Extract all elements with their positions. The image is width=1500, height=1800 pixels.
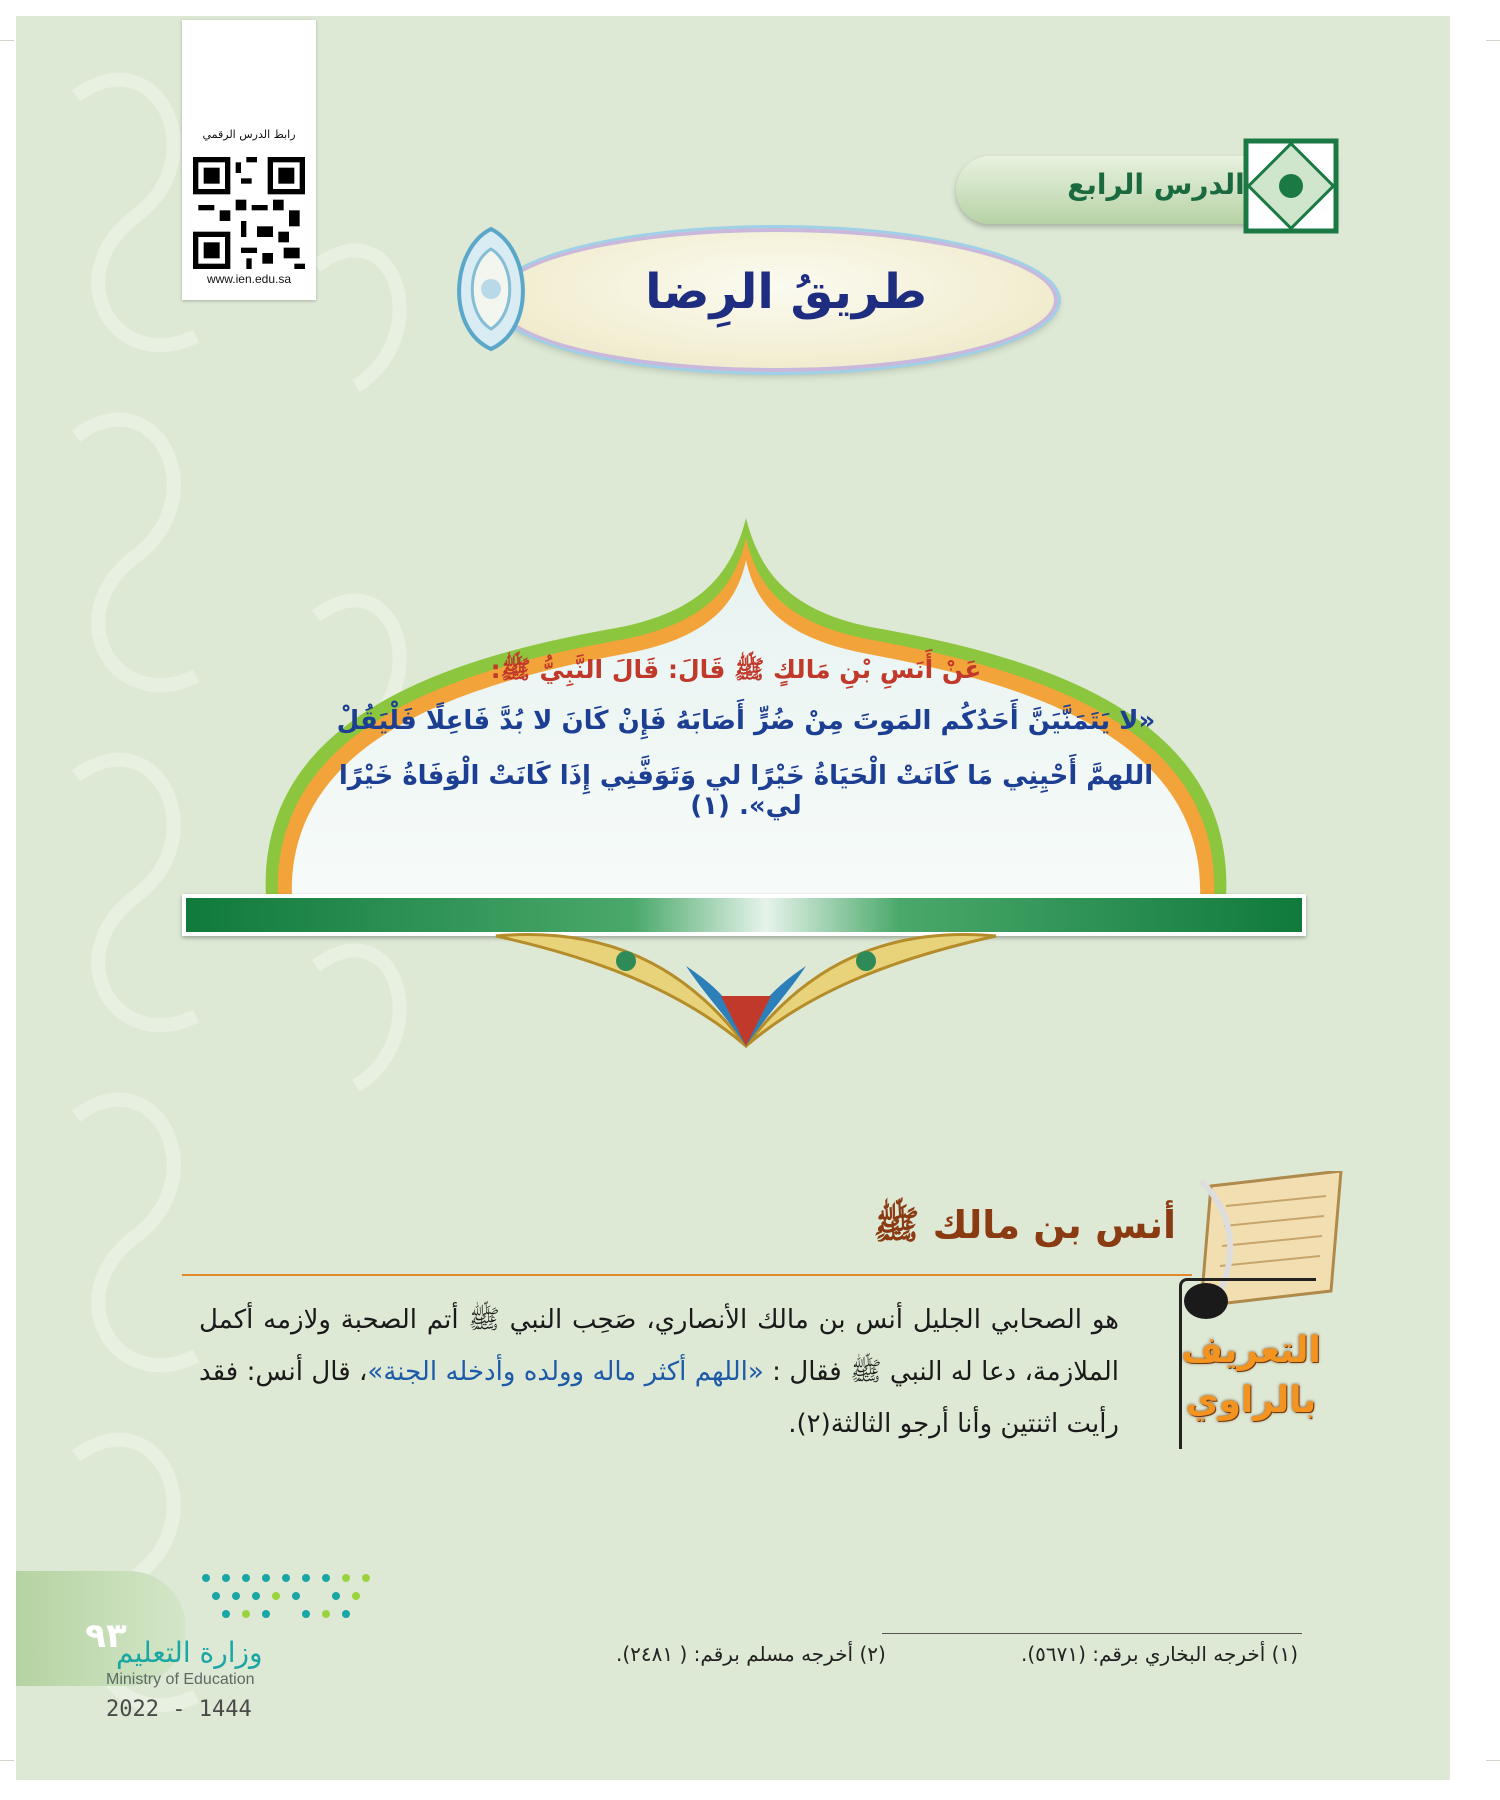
side-label-line-2: بالراوي	[1185, 1380, 1317, 1421]
crop-mark	[1486, 1760, 1500, 1761]
ministry-name-english: Ministry of Education	[106, 1671, 255, 1688]
qr-title: رابط الدرس الرقمي	[202, 128, 296, 141]
ministry-logo-icon	[196, 1568, 376, 1628]
narrator-biography	[199, 1294, 1119, 1450]
footnote-2: (٢) أخرجه مسلم برقم: ( ٢٤٨١).	[616, 1642, 886, 1666]
floral-ornament-icon	[486, 926, 1006, 1056]
footnote-1: (١) أخرجه البخاري برقم: (٥٦٧١).	[1021, 1642, 1298, 1666]
prophet-prayer-quote: «اللهم أكثر ماله وولده وأدخله الجنة»	[367, 1357, 764, 1387]
qr-code-icon[interactable]	[193, 157, 305, 269]
biography-text-end: ، قال أنس: فقد رأيت اثنتين وأنا أرجو الثالثة(٢).	[199, 1357, 1119, 1439]
textbook-page	[16, 16, 1450, 1780]
heading-underline	[182, 1274, 1192, 1276]
arabesque-ornament-icon	[436, 224, 546, 354]
hadith-text-line: اللهمَّ أَحْيِنِي مَا كَانَتْ الْحَيَاةُ خَيْرًا لي وَتَوَفَّنِي إِذَا كَانَتْ الْوَفَاةُ خَيْرًا لي». (١)	[338, 761, 1154, 821]
biography-text: هو الصحابي الجليل أنس بن مالك الأنصاري، صَحِب النبي ﷺ أتم الصحبة ولازمه أكمل الملازمة، دعا له النبي ﷺ فقال :	[199, 1305, 1119, 1387]
lesson-label: الدرس الرابع	[1067, 168, 1245, 201]
edition-year: 2022 - 1444	[106, 1697, 252, 1722]
side-label-line-1: التعريف	[1181, 1330, 1321, 1371]
crop-mark	[1486, 40, 1500, 41]
narrator-side-label	[1181, 1326, 1321, 1426]
hadith-text-line: «لا يَتَمَنَّيَنَّ أَحَدُكُم المَوتَ مِنْ ضُرٍّ أَصَابَهُ فَإِنْ كَانَ لا بُدَّ فَاعِلًا فَلْيَقُلْ	[336, 706, 1156, 736]
narrator-heading: أنس بن مالك ﷺ	[873, 1203, 1176, 1247]
lesson-title: طريقُ الرِضا	[645, 264, 927, 320]
crop-mark	[0, 1760, 14, 1761]
ministry-name-arabic: وزارة التعليم	[116, 1636, 263, 1669]
crop-mark	[0, 40, 14, 41]
hadith-narrator: عَنْ أَنَسِ بْنِ مَالكٍ ﷺ قَالَ: قَالَ النَّبِيُّ ﷺ:	[490, 655, 982, 684]
qr-url[interactable]: www.ien.edu.sa	[206, 272, 292, 286]
page-number: ٩٣	[85, 1616, 127, 1656]
qr-card	[182, 20, 316, 300]
footnote-divider	[882, 1633, 1302, 1634]
